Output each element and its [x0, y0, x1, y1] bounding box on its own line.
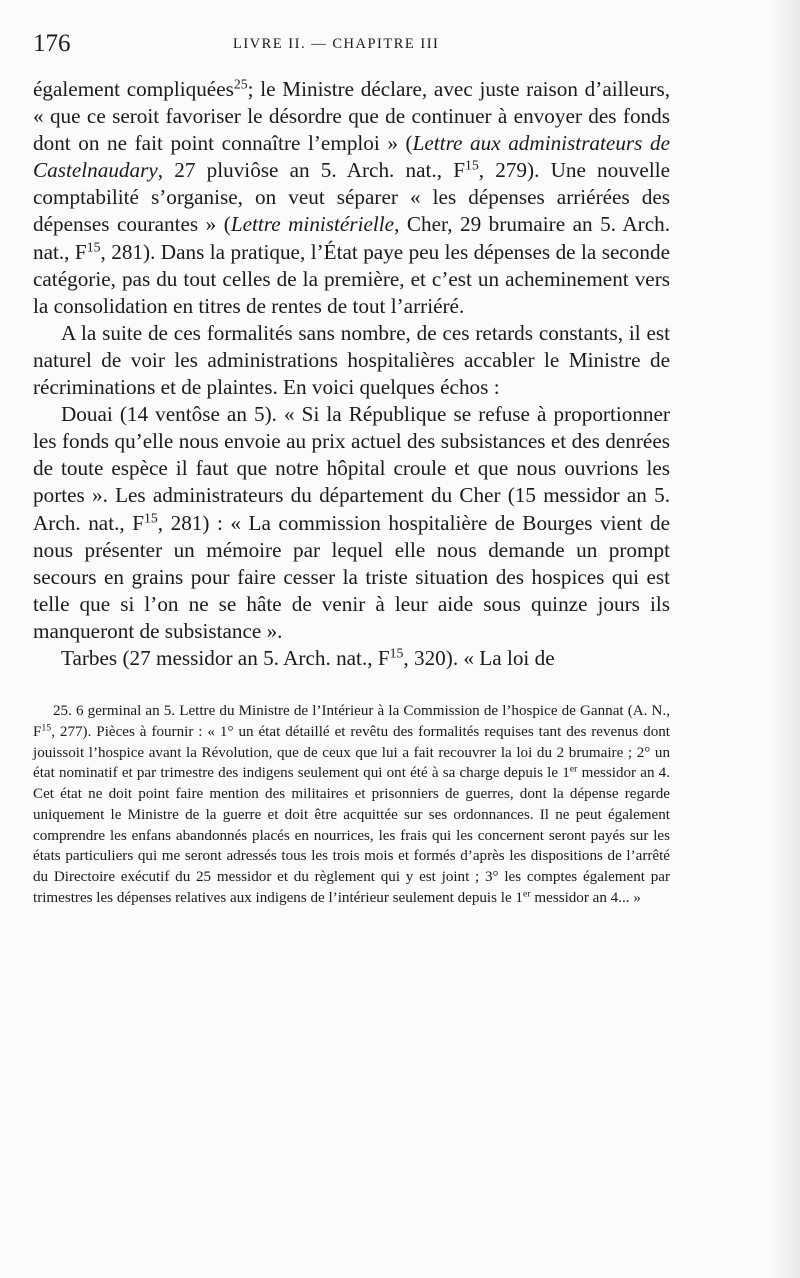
running-title: LIVRE II. — CHAPITRE III	[233, 36, 440, 52]
footnote-25: 25. 6 germinal an 5. Lettre du Ministre de l’Intérieur à la Commission de l’hospice de Gannat (A. N., $F^{15}$, 277). Pièces à fournir : « 1° un état détaillé et revêtu des formalités requises tant des revenus dont jouissoit l’hospice avant la Révolution, que de ceux que lui a fait recouvrer la loi du 2 brumaire ; 2° un état nominatif et par trimestre des indigens seulement qui ont été à sa charge depuis le 1er messidor an 4. Cet état ne doit point faire mention des militaires et prisonniers de guerres, dont la dépense regarde uniquement le Ministre de la guerre et doit être acquittée sur ses ordonnances. Il ne peut également comprendre les enfans abandonnés placés en nourrices, les frais qui les concernent seront payés sur les états particuliers qui me seront adressés tous les trois mois et formés d’après les dispositions de l’arrêté du Directoire exécutif du 25 messidor et du règlement qui y est joint ; 3° les comptes également par trimestres les dépenses relatives aux indigens de l’intérieur seulement depuis le 1er messidor an 4... »	[33, 703, 670, 906]
body-text	[33, 76, 670, 672]
footnotes	[33, 701, 670, 909]
paragraph-3: Douai (14 ventôse an 5). « Si la République se refuse à proportionner les fonds qu’elle nous envoie au prix actuel des subsistances et des denrées de toute espèce il faut que notre hôpital croule et que nous ouvrions les portes ». Les administrateurs du département du Cher (15 messidor an 5. Arch. nat., $F^{15}$, 281) : « La commission hospitalière de Bourges vient de nous présenter un mémoire par lequel elle nous demande un prompt secours en grains pour faire cesser la triste situation des hospices qui est telle que si l’on ne se hâte de venir à leur aide sous quinze jours ils manqueront de subsistance ».	[33, 402, 670, 643]
page-number: 176	[33, 30, 71, 57]
paragraph-4: Tarbes (27 messidor an 5. Arch. nat., $F^{15}$, 320). « La loi de	[61, 645, 555, 670]
book-page	[33, 24, 670, 909]
paragraph-2: A la suite de ces formalités sans nombre, de ces retards constants, il est naturel de voir les administrations hospitalières accabler le Ministre de récriminations et de plaintes. En voici quelques échos :	[33, 320, 670, 400]
page-edge-shadow	[770, 0, 800, 1278]
footnote-ref: 25	[233, 76, 248, 92]
running-head	[33, 24, 670, 64]
paragraph-1: également compliquées$^{25}$; le Ministre déclare, avec juste raison d’ailleurs, « que ce seroit favoriser le désordre que de continuer à envoyer des fonds dont on ne fait point connaître l’emploi » (Lettre aux administrateurs de Castelnaudary, 27 pluviôse an 5. Arch. nat., $F^{15}$, 279). Une nouvelle comptabilité s’organise, on veut séparer « les dépenses arriérées des dépenses courantes » (Lettre ministérielle, Cher, 29 brumaire an 5. Arch. nat., $F^{15}$, 281). Dans la pratique, l’État paye peu les dépenses de la seconde catégorie, pas du tout celles de la première, et c’est un acheminement vers la consolidation en titres de rentes de tout l’arriéré.	[33, 76, 671, 318]
